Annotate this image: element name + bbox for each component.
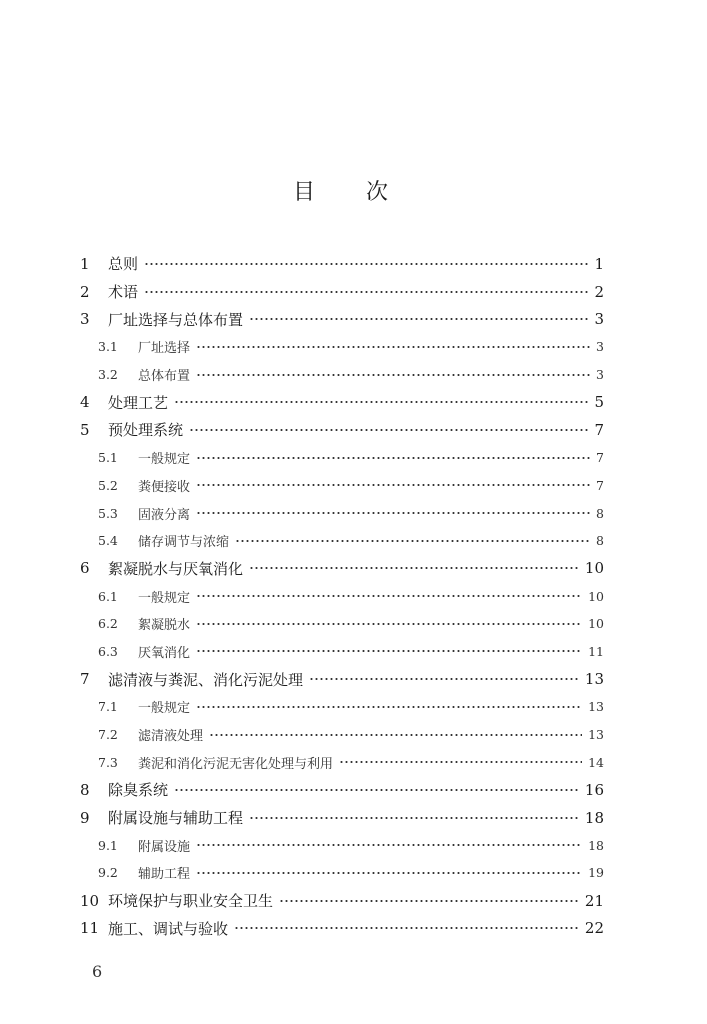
toc-entry-page: 13 xyxy=(584,670,604,689)
toc-entry-number: 7.1 xyxy=(98,699,118,715)
toc-entry-label: 储存调节与浓缩 xyxy=(138,535,230,551)
toc-entry-page: 1 xyxy=(594,254,604,273)
toc-entry-label: 总体布置 xyxy=(138,369,191,385)
dot-leader xyxy=(249,317,588,321)
toc-entry[interactable] xyxy=(80,555,604,583)
dot-leader xyxy=(174,400,588,404)
toc-entry-number: 9 xyxy=(80,808,90,827)
toc-entry-number: 7.2 xyxy=(98,727,118,743)
dot-leader xyxy=(196,373,590,377)
toc-entry[interactable] xyxy=(80,250,604,278)
toc-entry-page: 3 xyxy=(596,339,604,355)
dot-leader xyxy=(235,539,590,543)
toc-entry-label: 环境保护与职业安全卫生 xyxy=(108,892,274,911)
toc-entry-label: 辅助工程 xyxy=(138,867,191,883)
toc-entry-page: 19 xyxy=(588,865,604,881)
toc-entry-label: 粪便接收 xyxy=(138,479,191,495)
toc-entry-page: 10 xyxy=(588,616,604,632)
toc-entry-page: 16 xyxy=(584,780,604,799)
dot-leader xyxy=(196,649,582,653)
toc-entry-number: 5.3 xyxy=(98,505,118,521)
toc-entry-page: 8 xyxy=(596,505,604,521)
toc-entry-label: 一般规定 xyxy=(138,590,191,606)
toc-entry-page: 22 xyxy=(584,919,604,938)
toc-entry[interactable] xyxy=(80,305,604,333)
dot-leader xyxy=(249,566,579,570)
toc-title-char-2: 次 xyxy=(366,180,389,205)
toc-entry-label: 附属设施 xyxy=(138,839,191,855)
toc-entry-page: 3 xyxy=(596,367,604,383)
toc-entry-label: 术语 xyxy=(108,283,139,302)
toc-entry-number: 6 xyxy=(80,559,90,578)
dot-leader xyxy=(189,428,588,432)
toc-entry-label: 总则 xyxy=(108,255,139,274)
toc-entry-number: 7 xyxy=(80,670,90,689)
toc-entry[interactable] xyxy=(80,278,604,306)
toc-entry-number: 4 xyxy=(80,393,90,412)
toc-entry-page: 7 xyxy=(594,420,604,439)
toc-entry-number: 10 xyxy=(80,891,100,910)
toc-entry[interactable] xyxy=(80,887,604,915)
toc-entry-page: 21 xyxy=(584,891,604,910)
toc-entry-number: 11 xyxy=(80,919,100,938)
toc-entry-number: 9.1 xyxy=(98,837,118,853)
toc-entry-label: 附属设施与辅助工程 xyxy=(108,809,244,828)
toc-entry[interactable] xyxy=(80,638,604,666)
toc-entry-page: 3 xyxy=(594,310,604,329)
toc-entry[interactable] xyxy=(80,610,604,638)
dot-leader xyxy=(196,594,582,598)
toc-entry-label: 处理工艺 xyxy=(108,393,169,412)
toc-entry[interactable] xyxy=(80,472,604,500)
dot-leader xyxy=(196,622,582,626)
dot-leader xyxy=(209,733,582,737)
toc-entry-page: 5 xyxy=(594,393,604,412)
dot-leader xyxy=(249,816,579,820)
toc-entry-label: 施工、调试与验收 xyxy=(108,919,229,938)
toc-entry[interactable] xyxy=(80,527,604,555)
toc-entry-page: 7 xyxy=(596,477,604,493)
toc-entry-label: 预处理系统 xyxy=(108,421,184,440)
toc-entry-label: 一般规定 xyxy=(138,701,191,717)
toc-entry-page: 14 xyxy=(588,754,604,770)
toc-entry-label: 滤清液处理 xyxy=(138,729,204,745)
dot-leader xyxy=(196,871,582,875)
toc-title xyxy=(0,175,707,211)
toc-entry-number: 5.1 xyxy=(98,450,118,466)
dot-leader xyxy=(144,290,588,294)
toc-entry-page: 10 xyxy=(588,588,604,604)
toc-entry[interactable] xyxy=(80,361,604,389)
toc-entry-label: 厂址选择 xyxy=(138,341,191,357)
toc-entry[interactable] xyxy=(80,859,604,887)
toc-entry-number: 3.2 xyxy=(98,367,118,383)
toc-entry-label: 固液分离 xyxy=(138,507,191,523)
toc-entry[interactable] xyxy=(80,582,604,610)
toc-entry-number: 5.2 xyxy=(98,477,118,493)
toc-entry-number: 5.4 xyxy=(98,533,118,549)
toc-entry-label: 絮凝脱水 xyxy=(138,618,191,634)
dot-leader xyxy=(144,262,588,266)
toc-entry[interactable] xyxy=(80,665,604,693)
toc-entry-page: 10 xyxy=(584,559,604,578)
toc-entry-number: 6.3 xyxy=(98,643,118,659)
dot-leader xyxy=(234,926,579,930)
toc-entry-page: 18 xyxy=(588,837,604,853)
toc-entry-page: 7 xyxy=(596,450,604,466)
toc-entry-label: 粪泥和消化污泥无害化处理与利用 xyxy=(138,756,334,772)
dot-leader xyxy=(196,511,590,515)
page-number: 6 xyxy=(92,962,103,981)
toc-entry-label: 一般规定 xyxy=(138,452,191,468)
toc-entry[interactable] xyxy=(80,915,604,943)
toc-entry-label: 滤清液与粪泥、消化污泥处理 xyxy=(108,670,304,689)
toc-entry[interactable] xyxy=(80,804,604,832)
dot-leader xyxy=(309,677,579,681)
toc-entry-page: 11 xyxy=(588,643,604,659)
toc-entry[interactable] xyxy=(80,721,604,749)
dot-leader xyxy=(196,456,590,460)
toc-entry-number: 6.2 xyxy=(98,616,118,632)
table-of-contents xyxy=(80,250,604,942)
toc-entry-page: 2 xyxy=(594,282,604,301)
dot-leader xyxy=(174,788,579,792)
toc-entry-label: 絮凝脱水与厌氧消化 xyxy=(108,559,244,578)
toc-entry[interactable] xyxy=(80,831,604,859)
toc-entry-number: 6.1 xyxy=(98,588,118,604)
toc-entry-label: 厂址选择与总体布置 xyxy=(108,310,244,329)
toc-entry[interactable] xyxy=(80,388,604,416)
toc-entry[interactable] xyxy=(80,416,604,444)
dot-leader xyxy=(196,345,590,349)
toc-entry[interactable] xyxy=(80,776,604,804)
dot-leader xyxy=(196,843,582,847)
toc-title-char-1: 目 xyxy=(293,180,316,205)
dot-leader xyxy=(196,705,582,709)
dot-leader xyxy=(196,483,590,487)
dot-leader xyxy=(279,899,579,903)
toc-entry-number: 1 xyxy=(80,254,90,273)
toc-entry[interactable] xyxy=(80,333,604,361)
toc-entry-number: 3 xyxy=(80,310,90,329)
toc-entry-number: 7.3 xyxy=(98,754,118,770)
toc-entry-page: 13 xyxy=(588,699,604,715)
toc-entry-number: 3.1 xyxy=(98,339,118,355)
toc-entry-number: 2 xyxy=(80,282,90,301)
toc-entry-page: 18 xyxy=(584,808,604,827)
toc-entry-page: 8 xyxy=(596,533,604,549)
toc-entry[interactable] xyxy=(80,499,604,527)
toc-entry[interactable] xyxy=(80,693,604,721)
toc-entry-number: 5 xyxy=(80,420,90,439)
dot-leader xyxy=(339,760,582,764)
toc-entry-page: 13 xyxy=(588,727,604,743)
toc-entry-label: 厌氧消化 xyxy=(138,645,191,661)
toc-entry-label: 除臭系统 xyxy=(108,781,169,800)
toc-entry-number: 9.2 xyxy=(98,865,118,881)
toc-entry[interactable] xyxy=(80,748,604,776)
toc-entry[interactable] xyxy=(80,444,604,472)
toc-entry-number: 8 xyxy=(80,780,90,799)
